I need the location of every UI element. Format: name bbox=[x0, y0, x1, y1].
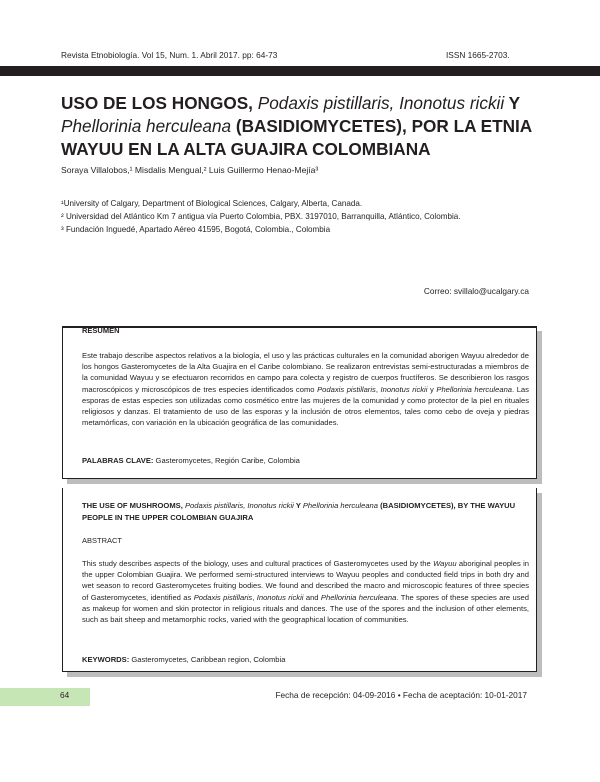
affiliation-3: ³ Fundación Inguedé, Apartado Aéreo 41595, Bogotá, Colombia., Colombia bbox=[61, 225, 331, 234]
abstract-label: ABSTRACT bbox=[82, 536, 123, 545]
contact-email: Correo: svillalo@ucalgary.ca bbox=[423, 286, 529, 296]
page-number: 64 bbox=[60, 690, 70, 700]
english-title: THE USE OF MUSHROOMS, Podaxis pistillaris, Inonotus rickii Y Phellorinia herculeana (BASIDIOMYCETES), BY THE WAYUU PEOPLE IN THE UPPER COLOMBIAN GUAJIRA bbox=[82, 501, 516, 522]
affiliation-1: ¹University of Calgary, Department of Biological Sciences, Calgary, Alberta, Canada. bbox=[61, 199, 363, 208]
abstract-text: This study describes aspects of the biology, uses and cultural practices of Gasteromycetes used by the Wayuu aboriginal peoples in the upper Colombian Guajira. We performed semi-structured interviews to Wayuu peoples and conducted field trips in both dry and wet season to record Gasteromycetes fruiting bodies. We found and described the macro and microscopic features of three species of Gasteromycetes, identified as Podaxis pistillaris, Inonotus rickii and Phellorinia herculeana. The spores of these species are used as makeup for women and skin protector in religious rituals and dances. The use of the spores and the inclusion of other elements, such as bait sheep and metamorphic rocks, varied with the geographical location of communities. bbox=[82, 559, 529, 625]
palabras-clave: PALABRAS CLAVE: Gasteromycetes, Región Caribe, Colombia bbox=[82, 456, 300, 465]
abstract-box bbox=[62, 488, 537, 672]
footer-page-tab bbox=[0, 688, 90, 706]
resumen-box bbox=[62, 326, 537, 479]
journal-citation: Revista Etnobiología. Vol 15, Num. 1. Abril 2017. pp: 64-73 bbox=[61, 50, 278, 60]
keywords: KEYWORDS: Gasteromycetes, Caribbean region, Colombia bbox=[82, 655, 286, 664]
resumen-label: RESUMEN bbox=[82, 326, 120, 335]
affiliation-2: ² Universidad del Atlántico Km 7 antigua vía Puerto Colombia, PBX. 3197010, Barranquilla, Atlántico, Colombia. bbox=[61, 212, 461, 221]
submission-dates: Fecha de recepción: 04-09-2016 • Fecha de aceptación: 10-01-2017 bbox=[275, 690, 527, 700]
authors: Soraya Villalobos,¹ Misdalis Mengual,² Luis Guillermo Henao-Mejía³ bbox=[61, 165, 319, 175]
article-title: USO DE LOS HONGOS, Podaxis pistillaris, Inonotus rickii Y Phellorinia herculeana (BASIDIOMYCETES), POR LA ETNIA WAYUU EN LA ALTA GUAJIRA COLOMBIANA bbox=[61, 93, 532, 159]
header-bar bbox=[0, 66, 600, 76]
resumen-text: Este trabajo describe aspectos relativos a la biología, el uso y las prácticas culturales en la comunidad aborigen Wayuu alrededor de los hongos Gasteromycetes de la Alta Guajira en el Caribe colombiano. Se realizaron entrevistas semi-estructuradas a miembros de la comunidad Wayuu y se efectuaron recorridos en campo para colecta y registro de cuerpos fructíferos. Se describieron los rasgos macroscópicos y microscópicos de tres especies identificados como Podaxis pistillaris, Inonotus rickii y Phellorinia herculeana. Las esporas de estas especies son utilizadas como cosmético entre las mujeres de la comunidad y como protector de la piel en rituales religiosos y danzas. El tratamiento de uso de las esporas y la inclusión de otros elementos, tales como cebo de oveja y piedras metamórficas, con variación en la ubicación geográfica de las comunidades. bbox=[82, 351, 529, 428]
issn: ISSN 1665-2703. bbox=[446, 50, 510, 60]
